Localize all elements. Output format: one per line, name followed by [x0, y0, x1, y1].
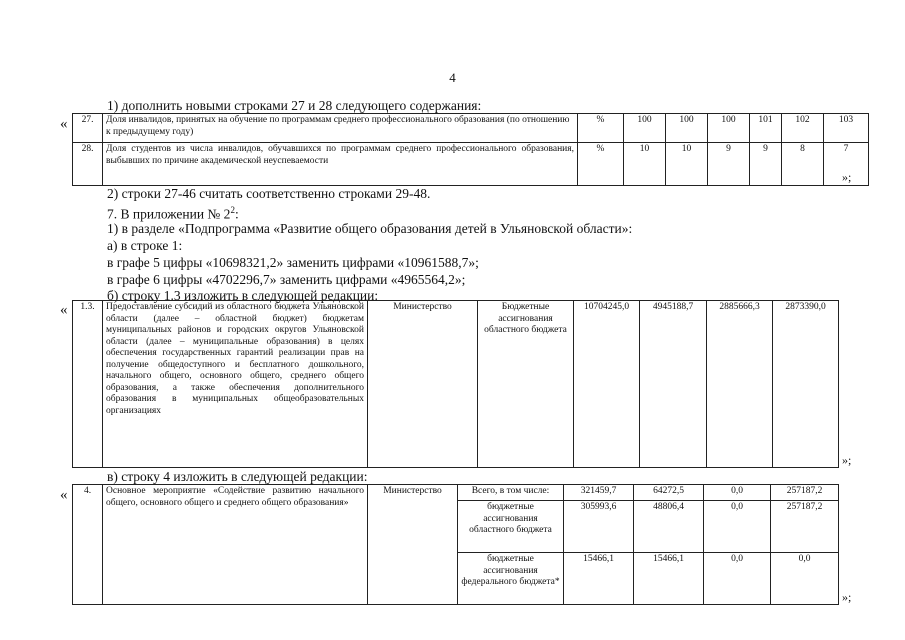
unit: %	[578, 143, 624, 186]
sub-a-text: а) в строке 1:	[107, 238, 183, 253]
value-cell: 48806,4	[634, 501, 704, 553]
value-cell: 10	[624, 143, 666, 186]
close-quote-3: »;	[842, 590, 852, 604]
item2-text: 2) строки 27-46 считать соответственно строками 29-48.	[107, 186, 431, 201]
value-cell: 100	[708, 114, 750, 143]
value-cell: 100	[666, 114, 708, 143]
value-cell: 257187,2	[771, 501, 839, 553]
value-cell: 15466,1	[634, 553, 704, 605]
row-number: 1.3.	[73, 301, 103, 468]
value-cell: 10	[666, 143, 708, 186]
row-number: 27.	[73, 114, 103, 143]
value-cell: 321459,7	[564, 485, 634, 501]
open-quote-3: «	[60, 487, 68, 503]
value-cell: 101	[750, 114, 782, 143]
value-cell: 9	[750, 143, 782, 186]
close-quote-2: »;	[842, 453, 852, 467]
value-cell: 305993,6	[564, 501, 634, 553]
ministry-cell: Министерство	[368, 485, 458, 605]
value-cell: 0,0	[704, 501, 771, 553]
value-cell: 7	[824, 143, 869, 186]
indicator-name: Доля инвалидов, принятых на обучение по программам среднего профессионального образования (по отношению к предыдущему году)	[103, 114, 578, 143]
unit: %	[578, 114, 624, 143]
value-cell: 64272,5	[634, 485, 704, 501]
value-cell: 8	[782, 143, 824, 186]
value-cell: 2885666,3	[707, 301, 773, 468]
table-row-1-3	[72, 300, 839, 468]
col5-text: в графе 5 цифры «10698321,2» заменить цифрами «10961588,7»;	[107, 255, 479, 270]
value-cell: 0,0	[704, 553, 771, 605]
open-quote-2: «	[60, 302, 68, 318]
table-row	[73, 114, 869, 143]
value-cell: 0,0	[771, 553, 839, 605]
sub-v-text: в) строку 4 изложить в следующей редакции:	[107, 469, 368, 484]
sub-b-text: б) строку 1.3 изложить в следующей редакции:	[107, 288, 379, 303]
value-cell: 9	[708, 143, 750, 186]
close-quote-1: »;	[842, 170, 852, 184]
table-row	[73, 485, 839, 501]
value-cell: 103	[824, 114, 869, 143]
source-cell: бюджетные ассигнования областного бюджета	[458, 501, 564, 553]
table-indicators	[72, 113, 869, 186]
indicator-name: Доля студентов из числа инвалидов, обучавшихся по программам среднего профессионального образования, выбывших по причине академической неуспеваемости	[103, 143, 578, 186]
item7-heading: 7. В приложении № $2^2$:	[107, 205, 239, 222]
value-cell: 0,0	[704, 485, 771, 501]
row-number: 4.	[73, 485, 103, 605]
table-row	[73, 301, 839, 468]
value-cell: 100	[624, 114, 666, 143]
item1-intro: 1) дополнить новыми строками 27 и 28 следующего содержания:	[107, 98, 482, 113]
source-cell: Всего, в том числе:	[458, 485, 564, 501]
table-row-4	[72, 484, 839, 605]
value-cell: 10704245,0	[574, 301, 640, 468]
value-cell: 102	[782, 114, 824, 143]
superscript: 2	[230, 205, 235, 215]
value-cell: 15466,1	[564, 553, 634, 605]
ministry-cell: Министерство	[368, 301, 478, 468]
measure-text: Основное мероприятие «Содействие развитию начального общего, основного общего и среднего общего образования»	[103, 485, 368, 605]
row-number: 28.	[73, 143, 103, 186]
value-cell: 2873390,0	[773, 301, 839, 468]
value-cell: 257187,2	[771, 485, 839, 501]
measure-text: Предоставление субсидий из областного бюджета Ульяновской области (далее – областной бюджет) бюджетам муниципальных районов и городских округов Ульяновской области (далее – муниципальные образования) в целях обеспечения государственных гарантий реализации прав на получение общедоступного и бесплатного дошкольного, начального общего, основного общего, среднего общего образования, а также обеспечения дополнительного образования в муниципальных общеобразовательных организациях	[103, 301, 368, 468]
value-cell: 4945188,7	[640, 301, 707, 468]
table-row	[73, 143, 869, 186]
sub1-text: 1) в разделе «Подпрограмма «Развитие общего образования детей в Ульяновской области»:	[107, 221, 633, 236]
source-cell: Бюджетные ассигнования областного бюджета	[478, 301, 574, 468]
page-number: 4	[449, 70, 456, 85]
col6-text: в графе 6 цифры «4702296,7» заменить цифрами «4965564,2»;	[107, 272, 466, 287]
open-quote-1: «	[60, 116, 68, 132]
source-cell: бюджетные ассигнования федерального бюджета*	[458, 553, 564, 605]
